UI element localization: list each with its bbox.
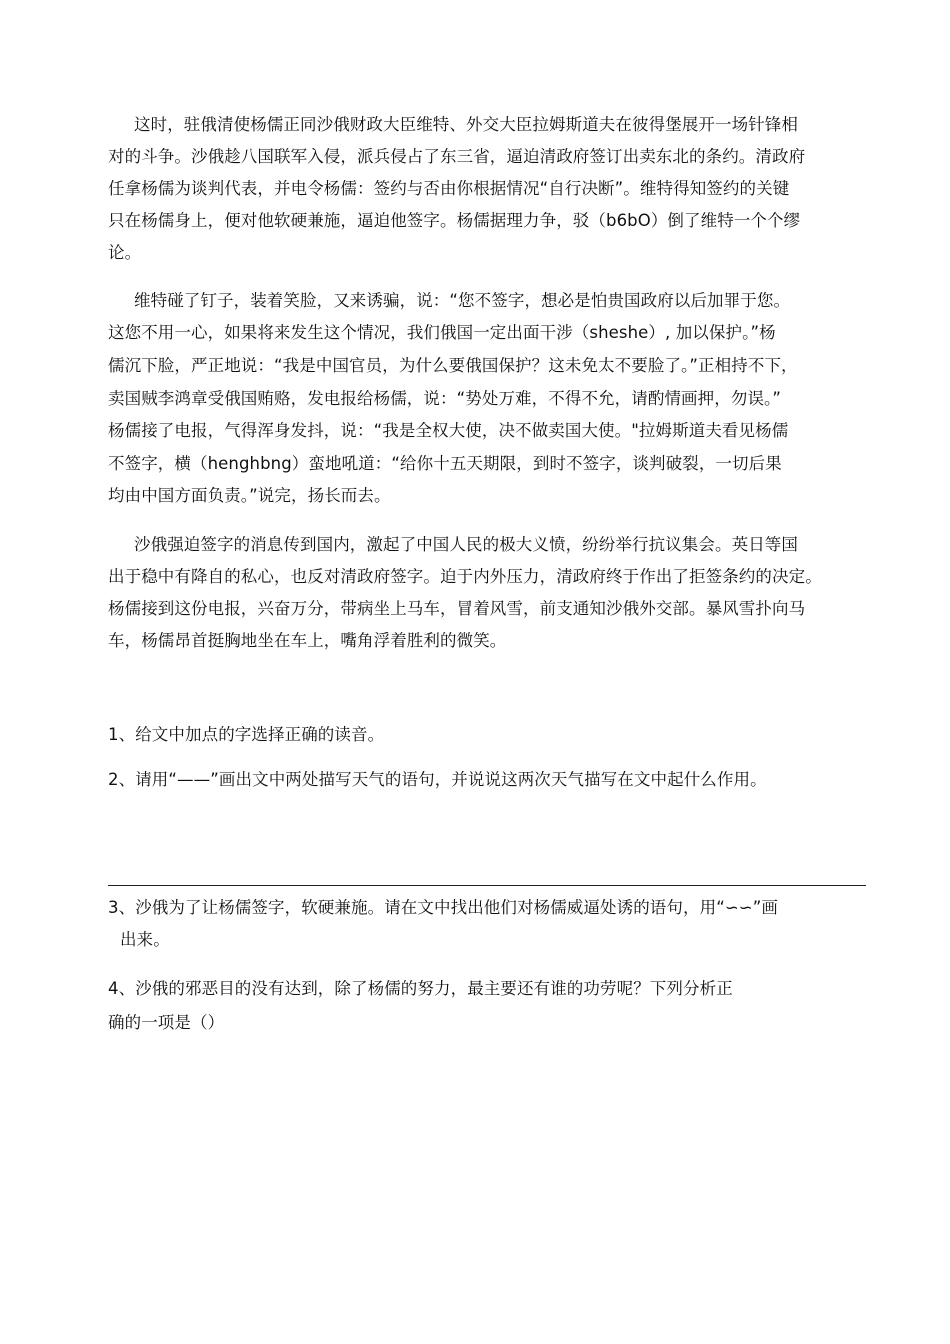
paragraph-3-line-1: 沙俄强迫签字的消息传到国内，激起了中国人民的极大义愤，纷纷举行抗议集会。英日等国: [134, 535, 798, 554]
paragraph-1-line-3: 任拿杨儒为谈判代表，并电令杨儒：签约与否由你根据情况“自行决断”。维特得知签约的关键: [108, 179, 790, 198]
question-3-line-1: 3、沙俄为了让杨儒签字，软硬兼施。请在文中找出他们对杨儒威逼处诱的语句，用“∽∽”画: [108, 898, 778, 917]
paragraph-3-line-4: 车，杨儒昂首挺胸地坐在车上，嘴角浮着胜利的微笑。: [108, 631, 507, 650]
paragraph-1-line-5: 论。: [108, 243, 142, 262]
question-3-line-2: 出来。: [120, 930, 170, 949]
paragraph-2-line-7: 均由中国方面负责。”说完，扬长而去。: [108, 486, 391, 505]
paragraph-2-line-6: 不签字，横（henghbng）蛮地吼道：“给你十五天期限，到时不签字，谈判破裂，一切后果: [108, 454, 782, 473]
question-1: 1、给文中加点的字选择正确的读音。: [108, 725, 385, 744]
paragraph-2-line-3: 儒沉下脸，严正地说：“我是中国官员，为什么要俄国保护？这未免太不要脸了。”正相持不下，: [108, 356, 798, 375]
paragraph-1-line-4: 只在杨儒身上，便对他软硬兼施，逼迫他签字。杨儒据理力争，驳（b6bO）倒了维特一个个缪: [108, 211, 801, 230]
paragraph-2-line-4: 卖国贼李鸿章受俄国贿赂，发电报给杨儒，说：“势处万难，不得不允，请酌情画押，勿误。”: [108, 389, 782, 408]
paragraph-3-line-3: 杨儒接到这份电报，兴奋万分，带病坐上马车，冒着风雪，前支通知沙俄外交部。暴风雪扑向马: [108, 599, 806, 618]
paragraph-2-line-5: 杨儒接了电报，气得浑身发抖，说：“我是全权大使，决不做卖国大使。"拉姆斯道夫看见杨儒: [108, 421, 789, 440]
paragraph-3-line-2: 出于稳中有降自的私心，也反对清政府签字。迫于内外压力，清政府终于作出了拒签条约的决定。: [108, 567, 822, 586]
paragraph-1-line-2: 对的斗争。沙俄趁八国联军入侵，派兵侵占了东三省，逼迫清政府签订出卖东北的条约。清政府: [108, 147, 806, 166]
question-4-line-2: 确的一项是（）: [108, 1013, 225, 1032]
question-4-line-1: 4、沙俄的邪恶目的没有达到，除了杨儒的努力，最主要还有谁的功劳呢？下列分析正: [108, 979, 733, 998]
paragraph-2-line-1: 维特碰了钉子，装着笑脸，又来诱骗，说：“您不签字，想必是怕贵国政府以后加罪于您。: [134, 291, 791, 310]
answer-line: [108, 885, 866, 886]
paragraph-2-line-2: 这您不用一心，如果将来发生这个情况，我们俄国一定出面干涉（sheshe）, 加以保护。”杨: [108, 323, 776, 342]
paragraph-1-line-1: 这时，驻俄清使杨儒正同沙俄财政大臣维特、外交大臣拉姆斯道夫在彼得堡展开一场针锋相: [134, 115, 798, 134]
question-2: 2、请用“——”画出文中两处描写天气的语句，并说说这两次天气描写在文中起什么作用。: [108, 770, 767, 789]
